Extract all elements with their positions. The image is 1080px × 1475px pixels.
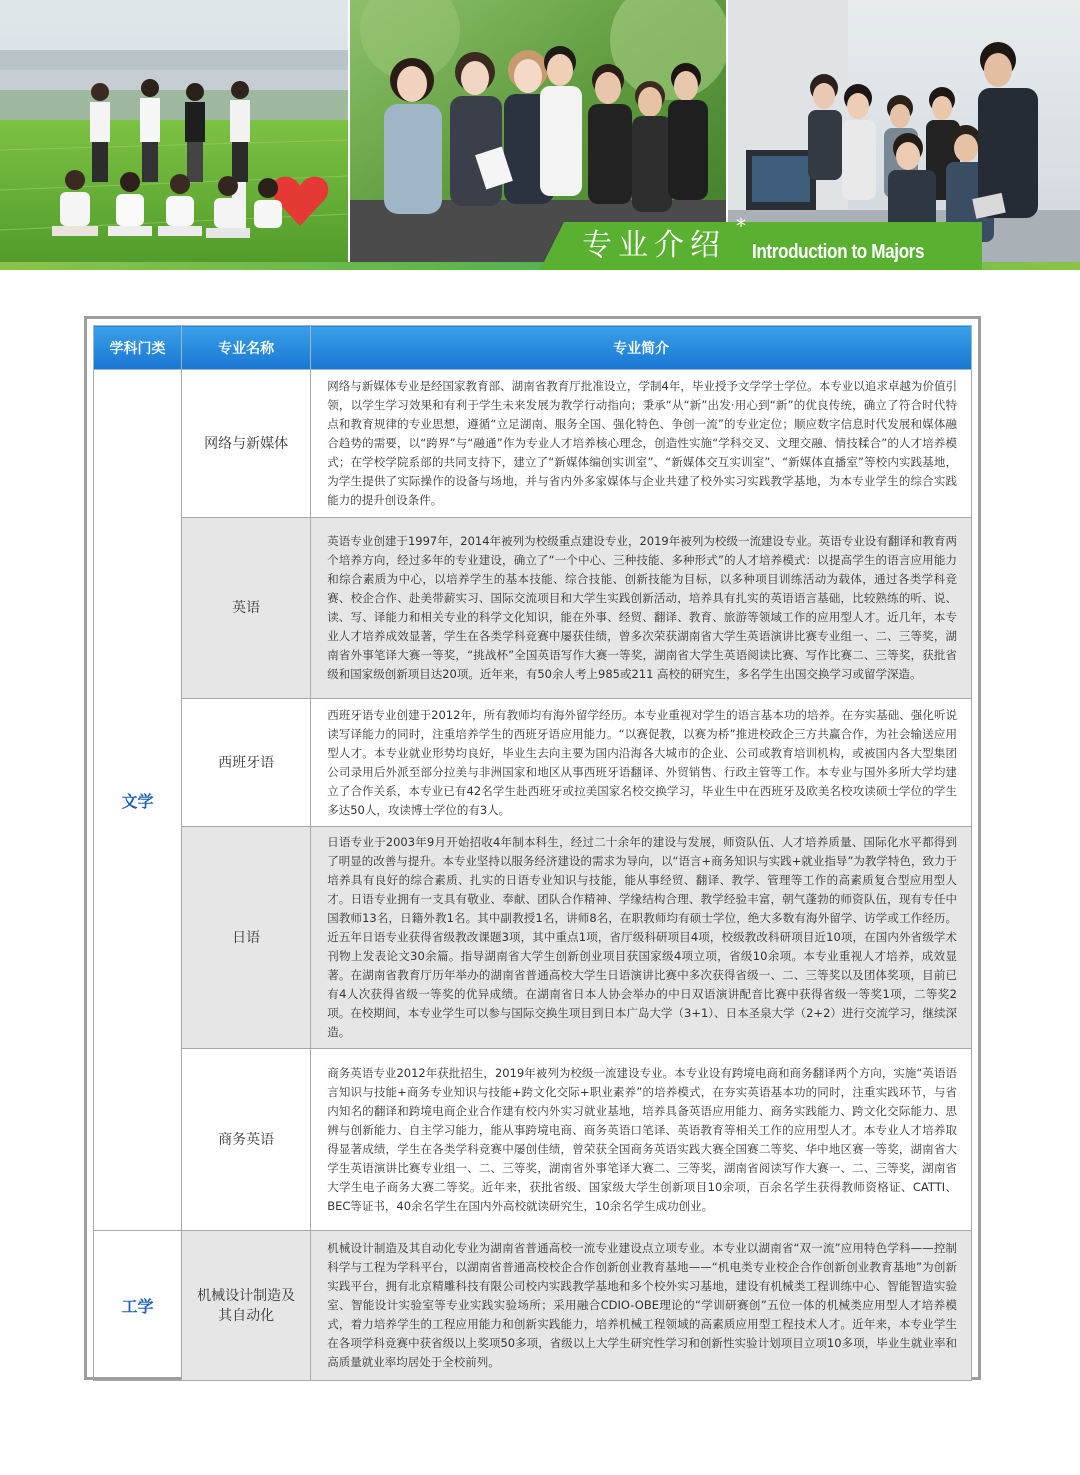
header-category: 学科门类 — [94, 326, 182, 370]
campus-photo-students-field — [0, 0, 348, 270]
major-name-cell — [182, 518, 311, 699]
star-icon: * — [736, 214, 746, 238]
table-row — [94, 1231, 972, 1381]
major-name-cell — [182, 1049, 311, 1231]
table-row — [94, 827, 972, 1049]
table-row — [94, 1049, 972, 1231]
major-name-cell — [182, 699, 311, 827]
header-major-intro: 专业简介 — [311, 326, 972, 370]
category-cell: 文学 — [94, 370, 182, 1231]
major-intro-cell: 西班牙语专业创建于2012年，所有教师均有海外留学经历。本专业重视对学生的语言基本功的培养。在夯实基础、强化听说读写译能力的同时，注重培养学生的西班牙语应用能力。“以赛促教，以赛为桥”推进校政企三方共赢合作，为社会输送应用型人才。本专业就业形势均良好，毕业生去向主要为国内沿海各大城市的企业、公司或教育培训机构，或被国内各大型集团公司录用后外派至部分拉美与非洲国家和地区从事西班牙语翻译、外贸销售、行政主管等工作。本专业与国外多所大学均建立了合作关系，本专业已有42名学生赴西班牙或拉美国家名校交换学习，毕业生中在西班牙及欧美名校攻读硕士学位的学生多达50人，攻读博士学位的有3人。 — [311, 699, 972, 827]
major-name: 日语 — [232, 929, 261, 946]
major-name: 商务英语 — [218, 1131, 275, 1148]
major-intro-cell: 商务英语专业2012年获批招生，2019年被列为校级一流建设专业。本专业设有跨境电商和商务翻译两个方向，实施“英语语言知识与技能+商务专业知识与技能+跨文化交际+职业素养”的培养模式，在夯实英语基本功的同时，注重实践环节，与省内知名的翻译和跨境电商企业合作建有校内外实习就业基地，培养具备英语应用能力、商务实践能力、跨文化交际能力、思辨与创新能力、自主学习能力，能从事跨境电商、商务英语口笔译、英语教育等相关工作的应用型人才。本专业人才培养取得显著成绩，学生在各类学科竞赛中屡创佳绩，曾荣获全国商务英语实践大赛全国赛二等奖、华中地区赛一等奖，湖南省大学生英语演讲比赛专业组一、二、三等奖，湖南省外事笔译大赛二、三等奖，湖南省阅读写作大赛一、二、三等奖，湖南省大学生电子商务大赛二等奖。近年来，获批省级、国家级大学生创新项目10余项，百余名学生获得教师资格证、CATTI、BEC等证书，40余名学生在国内外高校就读研究生，10余名学生成功创业。 — [311, 1049, 972, 1231]
table-row — [94, 370, 972, 518]
major-name: 西班牙语 — [218, 754, 275, 771]
major-name: 网络与新媒体 — [204, 435, 289, 452]
major-intro-cell: 英语专业创建于1997年，2014年被列为校级重点建设专业，2019年被列为校级一流建设专业。英语专业设有翻译和教育两个培养方向，经过多年的专业建设，确立了“一个中心、三种技能、多种形式”的人才培养模式：以提高学生的语言应用能力和综合素质为中心，以培养学生的基本技能、综合技能、创新技能为目标，以多种项目训练活动为载体，通过各类学科竞赛、校企合作、赴美带薪实习、国际交流项目和大学生实践创新活动，培养具有扎实的英语语言基础，比较熟练的听、说、读、写、译能力和相关专业的科学文化知识，能在外事、经贸、翻译、教育、旅游等领域工作的应用型人才。近几年，本专业人才培养成效显著，学生在各类学科竞赛中屡获佳绩，曾多次荣获湖南省大学生英语演讲比赛专业组一、二、三等奖，湖南省外事笔译大赛一等奖，“挑战杯”全国英语写作大赛一等奖，湖南省大学生英语阅读比赛、写作比赛二、三等奖，获批省级和国家级创新项目达20项。近年来，有50余人考上985或211 高校的研究生，多名学生出国交换学习或留学深造。 — [311, 518, 972, 699]
majors-table-frame — [84, 316, 981, 1380]
major-name: 英语 — [232, 600, 261, 616]
major-intro-cell: 网络与新媒体专业是经国家教育部、湖南省教育厅批准设立，学制4年，毕业授予文学学士学位。本专业以追求卓越为价值引领，以学生学习效果和有利于学生未来发展为教学行动指向；秉承“从“新”出发·用心到“新”的优良传统，确立了符合时代特点和教育规律的专业思想，遵循“立足湖南、服务全国、强化特色、争创一流”的专业定位；顺应数字信息时代发展和媒体融合趋势的需要，以“跨界”与“融通”作为专业人才培养核心理念，创造性实施“学科交叉、文理交融、情技糅合”的人才培养模式；在学校学院系部的共同支持下，建立了“新媒体编创实训室”、“新媒体交互实训室”、“新媒体直播室”等校内实践基地，为学生提供了实际操作的设备与场地，并与省内外多家媒体与企业共建了校外实习实践教学基地，为本专业学生的综合实践能力的提升创设条件。 — [311, 370, 972, 518]
major-name-line-1: 机械设计制造及 — [197, 1287, 296, 1304]
major-intro-cell: 机械设计制造及其自动化专业为湖南省普通高校一流专业建设点立项专业。本专业以湖南省“双一流”应用特色学科——控制科学与工程为学科平台，以湖南省普通高校校企合作创新创业教育基地——“机电类专业校企合作创新创业教育基地”为创新实践平台，拥有北京精雕科技有限公司校内实践教学基地和多个校外实习基地，建设有机械类工程训练中心、智能智造实验室、智能设计实验室等专业实践实验场所；采用融合CDIO-OBE理论的“学训研赛创”五位一体的机械类应用型人才培养模式，着力培养学生的工程应用能力和创新实践能力，培养机械工程领域的高素质应用型工程技术人才。近年来，本专业学生在各项学科竞赛中获省级以上奖项50多项，省级以上大学生研究性学习和创新性实验计划项目立项10多项，毕业生就业率和高质量就业率均居处于全校前列。 — [311, 1231, 972, 1381]
section-title-cn: 专业介绍 — [582, 228, 726, 263]
major-name-cell — [182, 827, 311, 1049]
category-cell: 工学 — [94, 1231, 182, 1381]
majors-table — [93, 325, 972, 1381]
major-name-cell — [182, 1231, 311, 1381]
table-header-row — [94, 326, 972, 370]
major-name-cell — [182, 370, 311, 518]
table-row — [94, 518, 972, 699]
section-title-en: Introduction to Majors — [752, 241, 925, 263]
table-row — [94, 699, 972, 827]
major-name-line-2: 其自动化 — [218, 1307, 275, 1324]
major-intro-cell: 日语专业于2003年9月开始招收4年制本科生，经过二十余年的建设与发展，师资队伍、人才培养质量、国际化水平都得到了明显的改善与提升。本专业坚持以服务经济建设的需求为导向，以“语言+商务知识与实践+就业指导”为教学特色，致力于培养具有良好的综合素质、扎实的日语专业知识与技能，能从事经贸、翻译、教学、管理等工作的高素质复合型应用型人才。日语专业拥有一支具有敬业、奉献、团队合作精神、学缘结构合理、教学经验丰富，朝气蓬勃的师资队伍，现有专任中国教师13名，日籍外教1名。其中副教授1名，讲师8名，在职教师均有硕士学位，绝大多数有海外留学、访学或工作经历。近五年日语专业获得省级教改课题3项，其中重点1项，省厅级科研项目4项，校级教改科研项目近10项，在国内外省级学术刊物上发表论文30余篇。指导湖南省大学生创新创业项目获国家级4项立项，省级10余项。本专业重视人才培养，成效显著。在湖南省教育厅历年举办的湖南省普通高校大学生日语演讲比赛中多次获得省级一、二、三等奖以及团体奖项，目前已有4人次获得省级一等奖的优异成绩。在湖南省日本人协会举办的中日双语演讲配音比赛中获得省级一等奖1项，二等奖2项。在校期间，本专业学生可以参与国际交换生项目到日本广岛大学（3+1）、日本圣泉大学（2+2）进行交流学习，继续深造。 — [311, 827, 972, 1049]
header-major-name: 专业名称 — [182, 326, 311, 370]
